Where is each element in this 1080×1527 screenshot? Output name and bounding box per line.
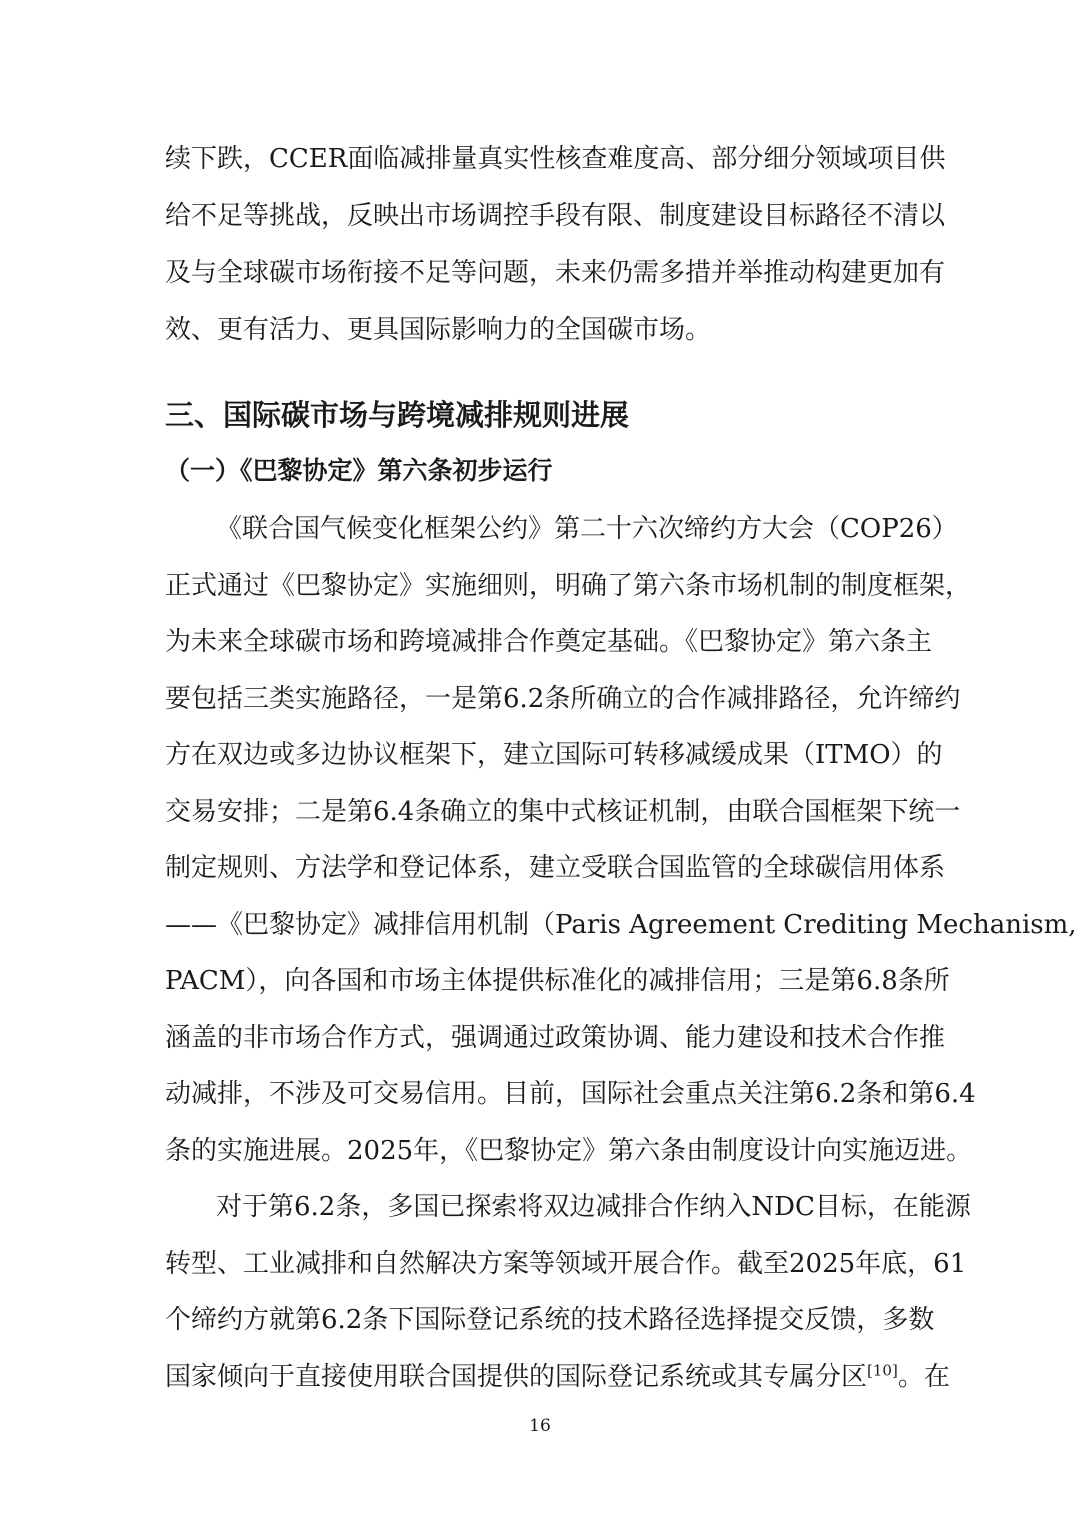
text-line: 制定规则、方法学和登记体系，建立受联合国监管的全球碳信用体系 bbox=[165, 853, 946, 883]
text-line: 正式通过《巴黎协定》实施细则，明确了第六条市场机制的制度框架， bbox=[165, 571, 972, 601]
subsection-heading: （一）《巴黎协定》第六条初步运行 bbox=[165, 456, 553, 485]
text-line: ——《巴黎协定》减排信用机制（Paris Agreement Crediting Mechanism, bbox=[165, 910, 1077, 940]
text-line: 及与全球碳市场衔接不足等问题，未来仍需多措并举推动构建更加有 bbox=[165, 258, 946, 288]
text-line: 给不足等挑战，反映出市场调控手段有限、制度建设目标路径不清以 bbox=[165, 201, 946, 231]
section-heading: 三、国际碳市场与跨境减排规则进展 bbox=[165, 398, 630, 432]
text-line: 要包括三类实施路径，一是第6.2条所确立的合作减排路径，允许缔约 bbox=[165, 684, 961, 714]
text-line: 对于第6.2条，多国已探索将双边减排合作纳入NDC目标，在能源 bbox=[216, 1192, 971, 1222]
text-segment: 。在 bbox=[897, 1362, 950, 1392]
text-line: 为未来全球碳市场和跨境减排合作奠定基础。《巴黎协定》第六条主 bbox=[165, 627, 933, 657]
text-line-with-citation bbox=[165, 1357, 950, 1397]
text-segment: 国家倾向于直接使用联合国提供的国际登记系统或其专属分区 bbox=[165, 1362, 868, 1392]
text-line: 动减排，不涉及可交易信用。目前，国际社会重点关注第6.2条和第6.4 bbox=[165, 1079, 976, 1109]
text-line: PACM），向各国和市场主体提供标准化的减排信用；三是第6.8条所 bbox=[165, 966, 950, 996]
page-number: 16 bbox=[529, 1416, 551, 1436]
citation-reference[interactable]: [10] bbox=[867, 1361, 898, 1380]
text-line: 《联合国气候变化框架公约》第二十六次缔约方大会（COP26） bbox=[216, 514, 958, 544]
text-line: 方在双边或多边协议框架下，建立国际可转移减缓成果（ITMO）的 bbox=[165, 740, 943, 770]
text-line: 涵盖的非市场合作方式，强调通过政策协调、能力建设和技术合作推 bbox=[165, 1023, 946, 1053]
text-line: 个缔约方就第6.2条下国际登记系统的技术路径选择提交反馈，多数 bbox=[165, 1305, 935, 1335]
text-line: 交易安排；二是第6.4条确立的集中式核证机制，由联合国框架下统一 bbox=[165, 797, 961, 827]
text-line: 效、更有活力、更具国际影响力的全国碳市场。 bbox=[165, 315, 712, 345]
text-line: 续下跌，CCER面临减排量真实性核查难度高、部分细分领域项目供 bbox=[165, 144, 946, 174]
text-line: 转型、工业减排和自然解决方案等领域开展合作。截至2025年底，61 bbox=[165, 1249, 967, 1279]
text-line: 条的实施进展。2025年，《巴黎协定》第六条由制度设计向实施迈进。 bbox=[165, 1136, 973, 1166]
